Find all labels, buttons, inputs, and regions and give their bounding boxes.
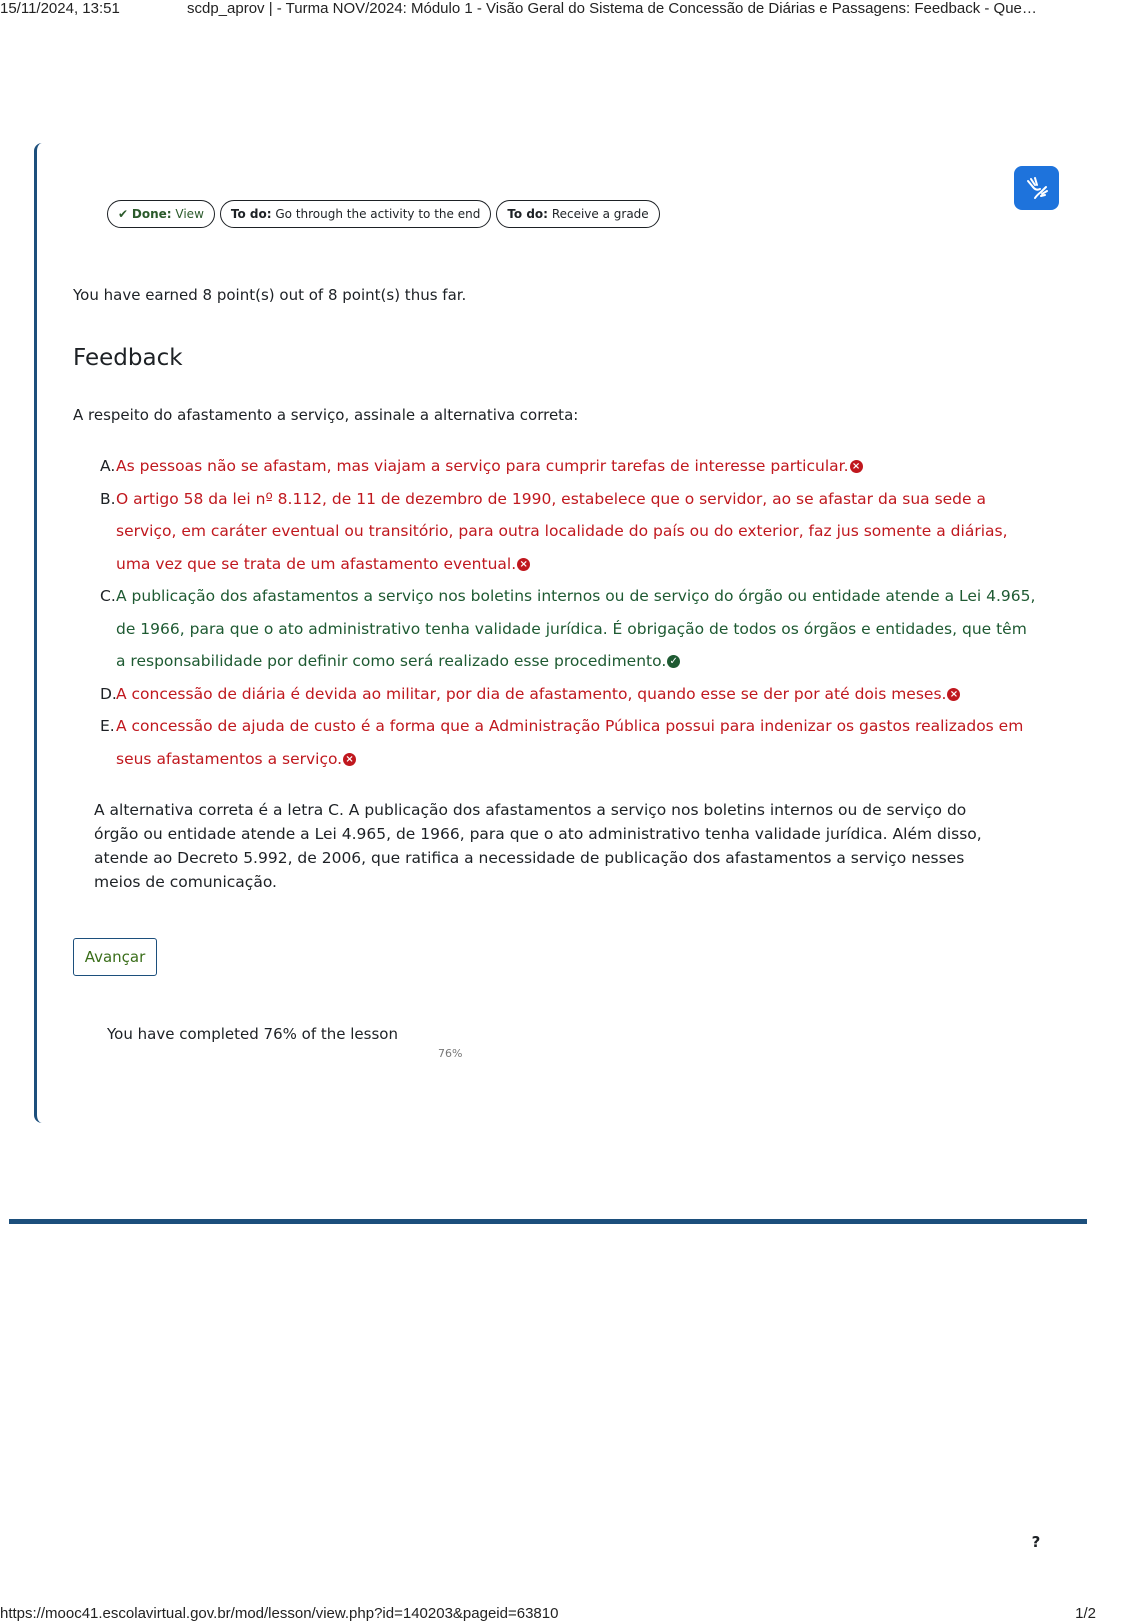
print-page-title: scdp_aprov | - Turma NOV/2024: Módulo 1 - Visão Geral do Sistema de Concessão de Diárias e Passagens: Feedback - Que… [187,0,1037,17]
print-header [0,0,1142,20]
progress-label: 76% [438,1047,463,1060]
completion-badge-grade: To do: Receive a grade [496,200,659,228]
incorrect-icon: × [947,688,960,701]
help-button[interactable]: ? [1031,1533,1041,1551]
answer-list [100,450,1040,775]
next-button[interactable]: Avançar [73,938,157,976]
incorrect-icon: × [517,558,530,571]
answer-item: E. A concessão de ajuda de custo é a forma que a Administração Pública possui para indenizar os gastos realizados em seus afastamentos a serviço. × [100,717,1024,768]
print-datetime: 15/11/2024, 13:51 [0,0,120,17]
score-text: You have earned 8 point(s) out of 8 point(s) thus far. [73,286,467,304]
activity-completion [107,200,660,228]
answer-item: C. A publicação dos afastamentos a serviço nos boletins internos ou de serviço do órgão ou entidade atende a Lei 4.965, de 1966, para que o ato administrativo tenha validade jurídica. É obrigação de todos os órgãos e entidades, que têm a responsabilidade por definir como será realizado esse procedimento. ✓ [100,587,1036,670]
completion-badge-end: To do: Go through the activity to the end [220,200,491,228]
progress-fill [107,1046,464,1058]
completion-badge-view: ✔ Done: View [107,200,215,228]
sign-language-button[interactable] [1014,166,1059,210]
print-page-number: 1/2 [1075,1605,1096,1622]
check-icon: ✔ [118,207,129,221]
answer-item: A. As pessoas não se afastam, mas viajam a serviço para cumprir tarefas de interesse particular. × [100,450,1040,483]
feedback-explanation: A alternativa correta é a letra C. A publicação dos afastamentos a serviço nos boletins internos ou de serviço do órgão ou entidade atende a Lei 4.965, de 1966, para que o ato administrativo tenha validade jurídica. Além disso, atende ao Decreto 5.992, de 2006, que ratifica a necessidade de publicação dos afastamentos a serviço nesses meios de comunicação. [94,801,982,891]
print-footer [0,1605,1142,1623]
correct-icon: ✓ [667,655,680,668]
question-text: A respeito do afastamento a serviço, assinale a alternativa correta: [73,406,579,424]
page-title: Feedback [73,345,183,371]
print-url: https://mooc41.escolavirtual.gov.br/mod/lesson/view.php?id=140203&pageid=63810 [0,1605,559,1622]
answer-item: B. O artigo 58 da lei nº 8.112, de 11 de dezembro de 1990, estabelece que o servidor, ao se afastar da sua sede a serviço, em caráter eventual ou transitório, para outra localidade do país ou do exterior, faz jus somente a diárias, uma vez que se trata de um afastamento eventual. × [100,489,1008,573]
footer-divider [9,1219,1087,1224]
answer-item: D. A concessão de diária é devida ao militar, por dia de afastamento, quando esse se der por até dois meses. × [100,678,1040,711]
progress-bar [107,1046,577,1058]
incorrect-icon: × [343,753,356,766]
progress-text: You have completed 76% of the lesson [107,1025,398,1043]
incorrect-icon: × [850,460,863,473]
sign-language-icon [1024,175,1050,201]
